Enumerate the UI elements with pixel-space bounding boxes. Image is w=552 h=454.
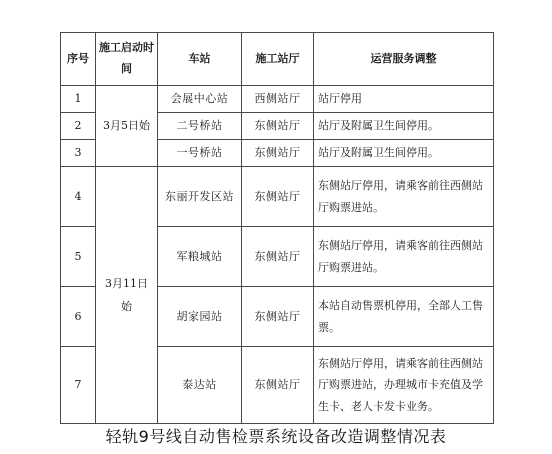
table-caption: 轻轨9号线自动售检票系统设备改造调整情况表 [105, 427, 447, 446]
header-service-adjustment: 运营服务调整 [314, 33, 494, 86]
row-number: 2 [61, 113, 96, 140]
table-row [61, 167, 494, 227]
header-start-time: 施工启动时间 [96, 33, 158, 86]
station-name: 军粮城站 [158, 227, 242, 287]
row-number: 7 [61, 347, 96, 424]
row-number: 6 [61, 287, 96, 347]
adjustment-text: 东侧站厅停用，请乘客前往西侧站厅购票进站。 [314, 227, 494, 287]
station-name: 一号桥站 [158, 140, 242, 167]
header-no: 序号 [61, 33, 96, 86]
hall-name: 东侧站厅 [242, 227, 314, 287]
row-number: 1 [61, 86, 96, 113]
hall-name: 东侧站厅 [242, 167, 314, 227]
start-time-cell: 3月11日始 [96, 167, 158, 424]
hall-name: 东侧站厅 [242, 113, 314, 140]
adjustment-text: 东侧站厅停用，请乘客前往西侧站厅购票进站，办理城市卡充值及学生卡、老人卡发卡业务。 [314, 347, 494, 424]
station-name: 二号桥站 [158, 113, 242, 140]
schedule-table [60, 32, 494, 424]
hall-name: 东侧站厅 [242, 347, 314, 424]
row-number: 5 [61, 227, 96, 287]
adjustment-text: 站厅及附属卫生间停用。 [314, 140, 494, 167]
start-time-cell: 3月5日始 [96, 86, 158, 167]
hall-name: 西侧站厅 [242, 86, 314, 113]
adjustment-text: 站厅及附属卫生间停用。 [314, 113, 494, 140]
header-hall: 施工站厅 [242, 33, 314, 86]
row-number: 4 [61, 167, 96, 227]
station-name: 东丽开发区站 [158, 167, 242, 227]
header-station: 车站 [158, 33, 242, 86]
hall-name: 东侧站厅 [242, 140, 314, 167]
adjustment-text: 站厅停用 [314, 86, 494, 113]
station-name: 胡家园站 [158, 287, 242, 347]
table-header-row [61, 33, 494, 86]
adjustment-text: 本站自动售票机停用，全部人工售票。 [314, 287, 494, 347]
station-name: 泰达站 [158, 347, 242, 424]
adjustment-text: 东侧站厅停用，请乘客前往西侧站厅购票进站。 [314, 167, 494, 227]
row-number: 3 [61, 140, 96, 167]
hall-name: 东侧站厅 [242, 287, 314, 347]
station-name: 会展中心站 [158, 86, 242, 113]
table-row [61, 86, 494, 113]
